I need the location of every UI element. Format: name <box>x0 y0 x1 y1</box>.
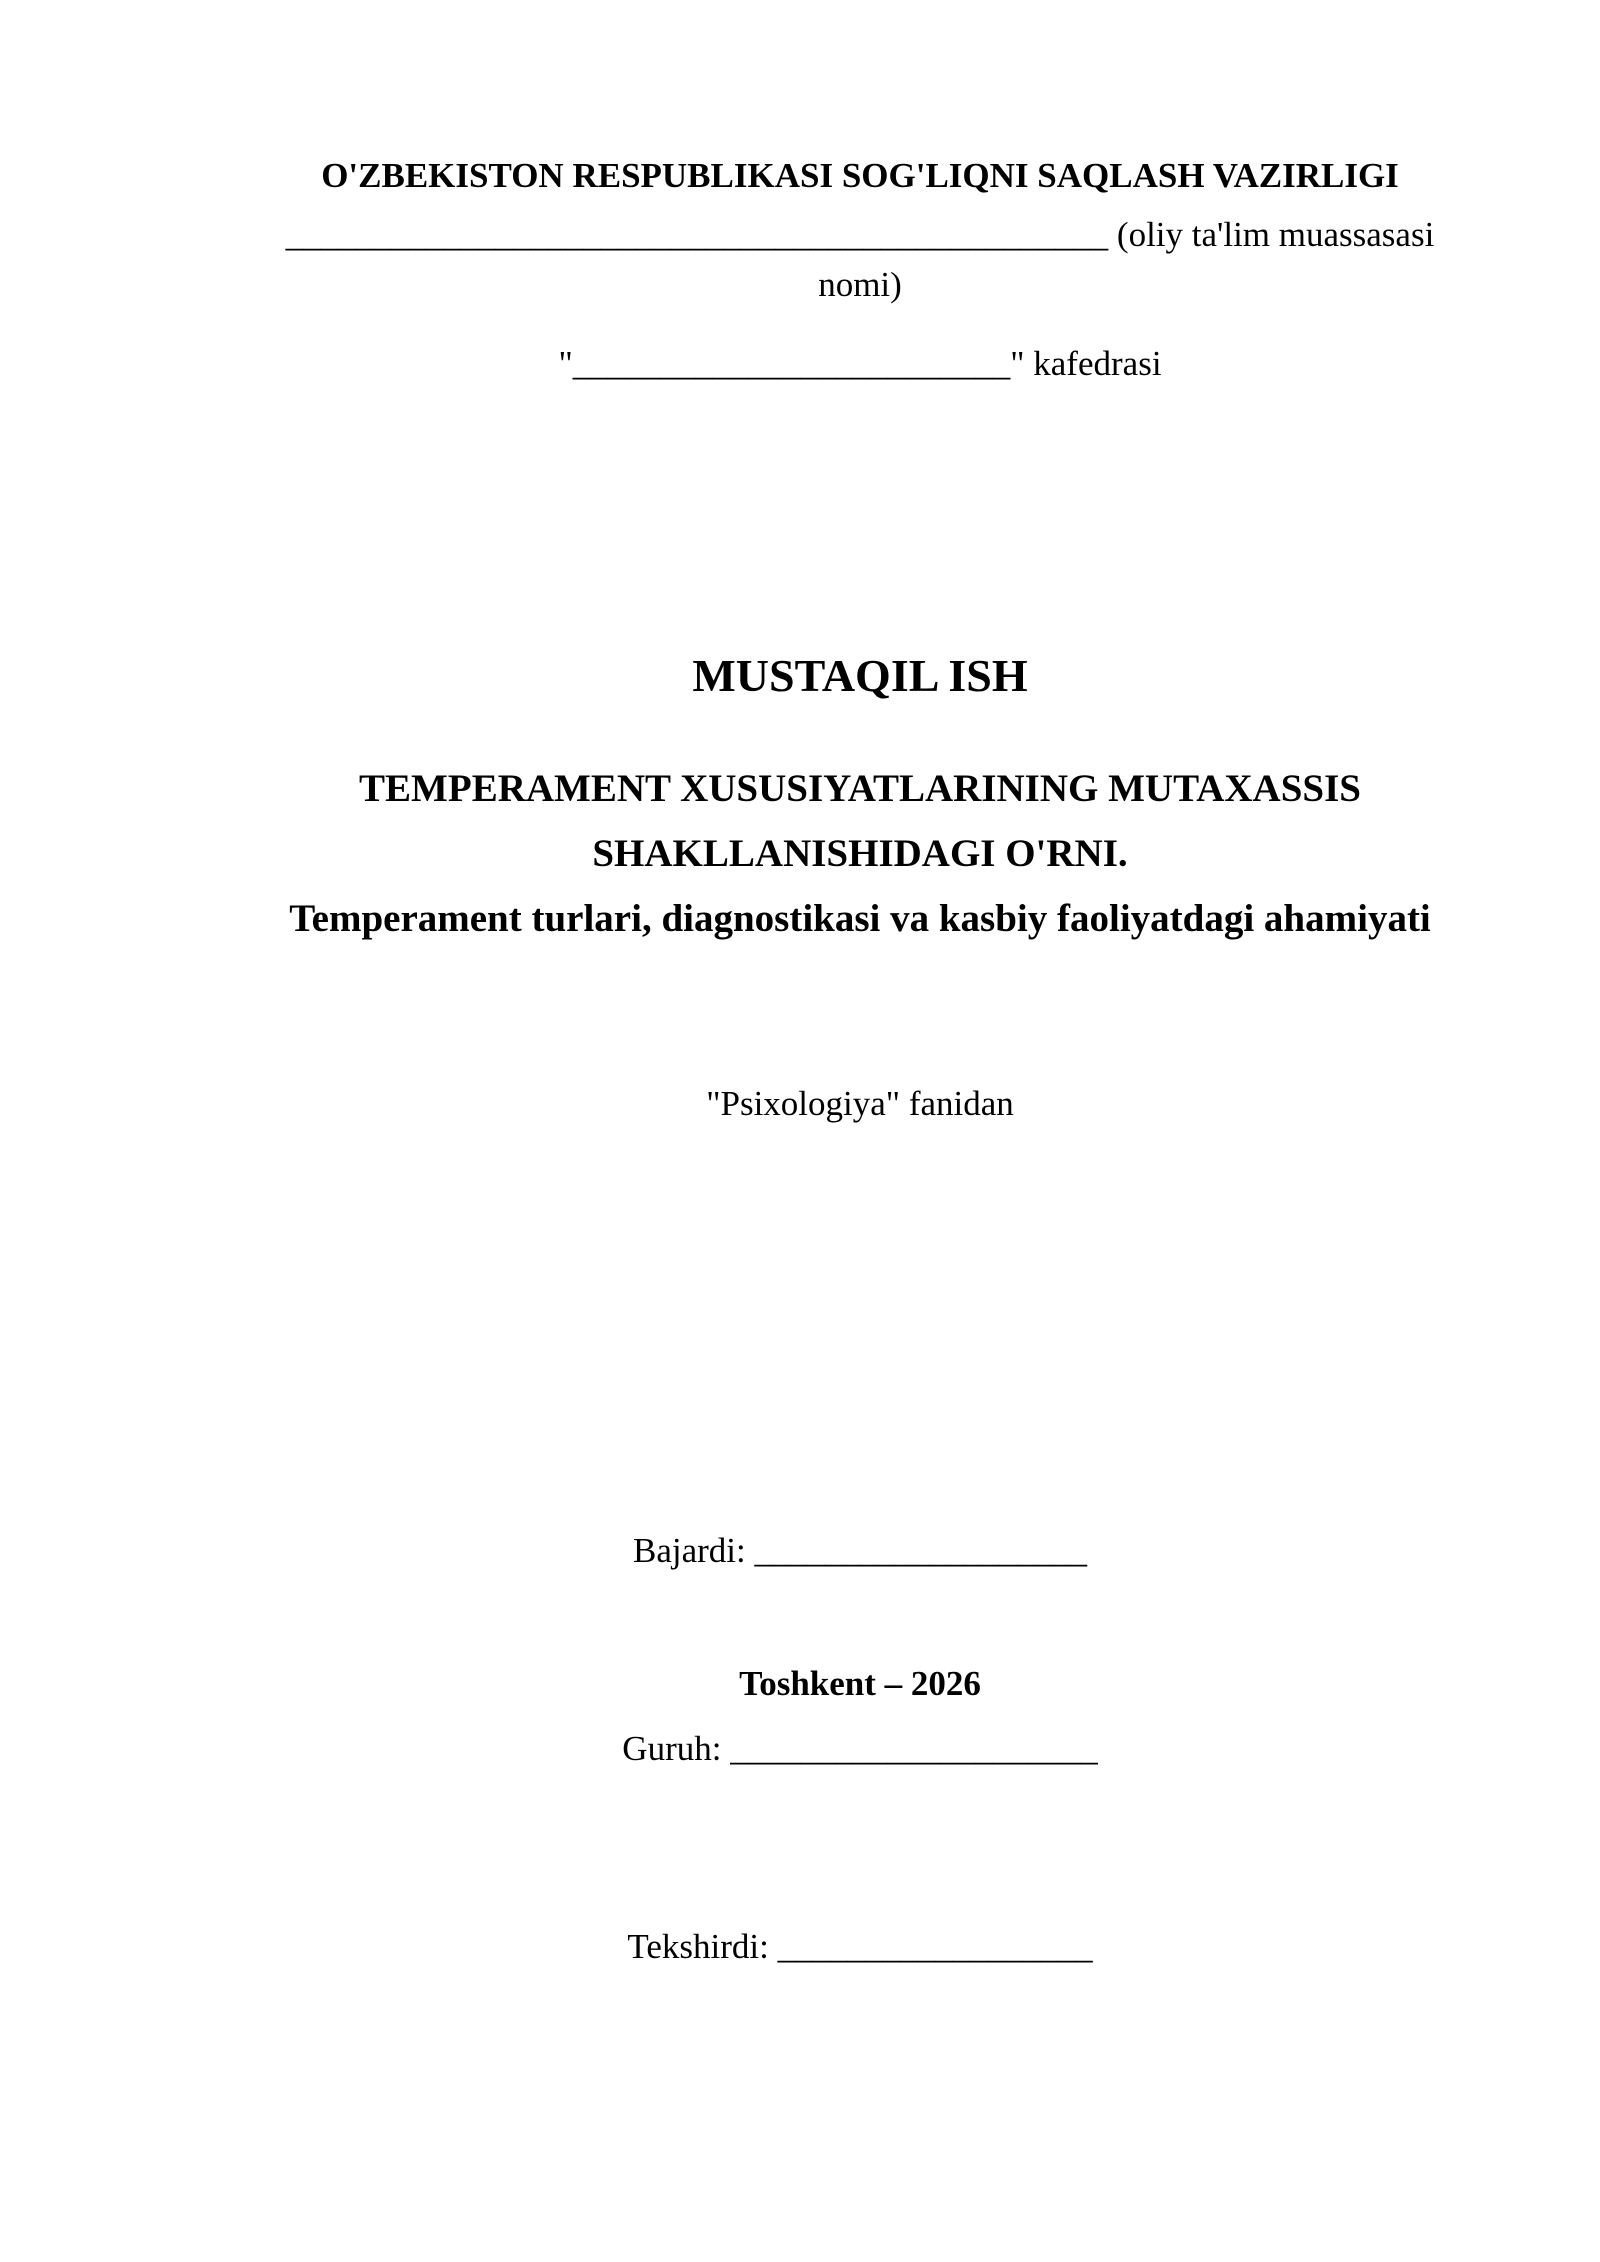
document-type-title: MUSTAQIL ISH <box>692 650 1028 701</box>
city-year: Toshkent – 2026 <box>739 1664 981 1703</box>
topic-subtitle: Temperament turlari, diagnostikasi va kasbiy faoliyatdagi ahamiyati <box>289 897 1431 940</box>
department-line: "_________________________" kafedrasi <box>558 344 1162 383</box>
topic-title: TEMPERAMENT XUSUSIYATLARINING MUTAXASSIS SHAKLLANISHIDAGI O'RNI. <box>359 767 1371 875</box>
ministry-heading: O'ZBEKISTON RESPUBLIKASI SOG'LIQNI SAQLASH VAZIRLIGI <box>321 156 1399 195</box>
signature-fields <box>280 1386 1440 2112</box>
group-field: Guruh: _____________________ <box>622 1729 1098 1768</box>
subject-line: "Psixologiya" fanidan <box>706 1084 1014 1123</box>
institution-name-line: _______________________________________________ (oliy ta'lim muassasasi nomi) <box>285 215 1444 304</box>
performed-by-field: Bajardi: ___________________ <box>633 1531 1087 1570</box>
checked-by-field: Tekshirdi: __________________ <box>627 1927 1093 1966</box>
